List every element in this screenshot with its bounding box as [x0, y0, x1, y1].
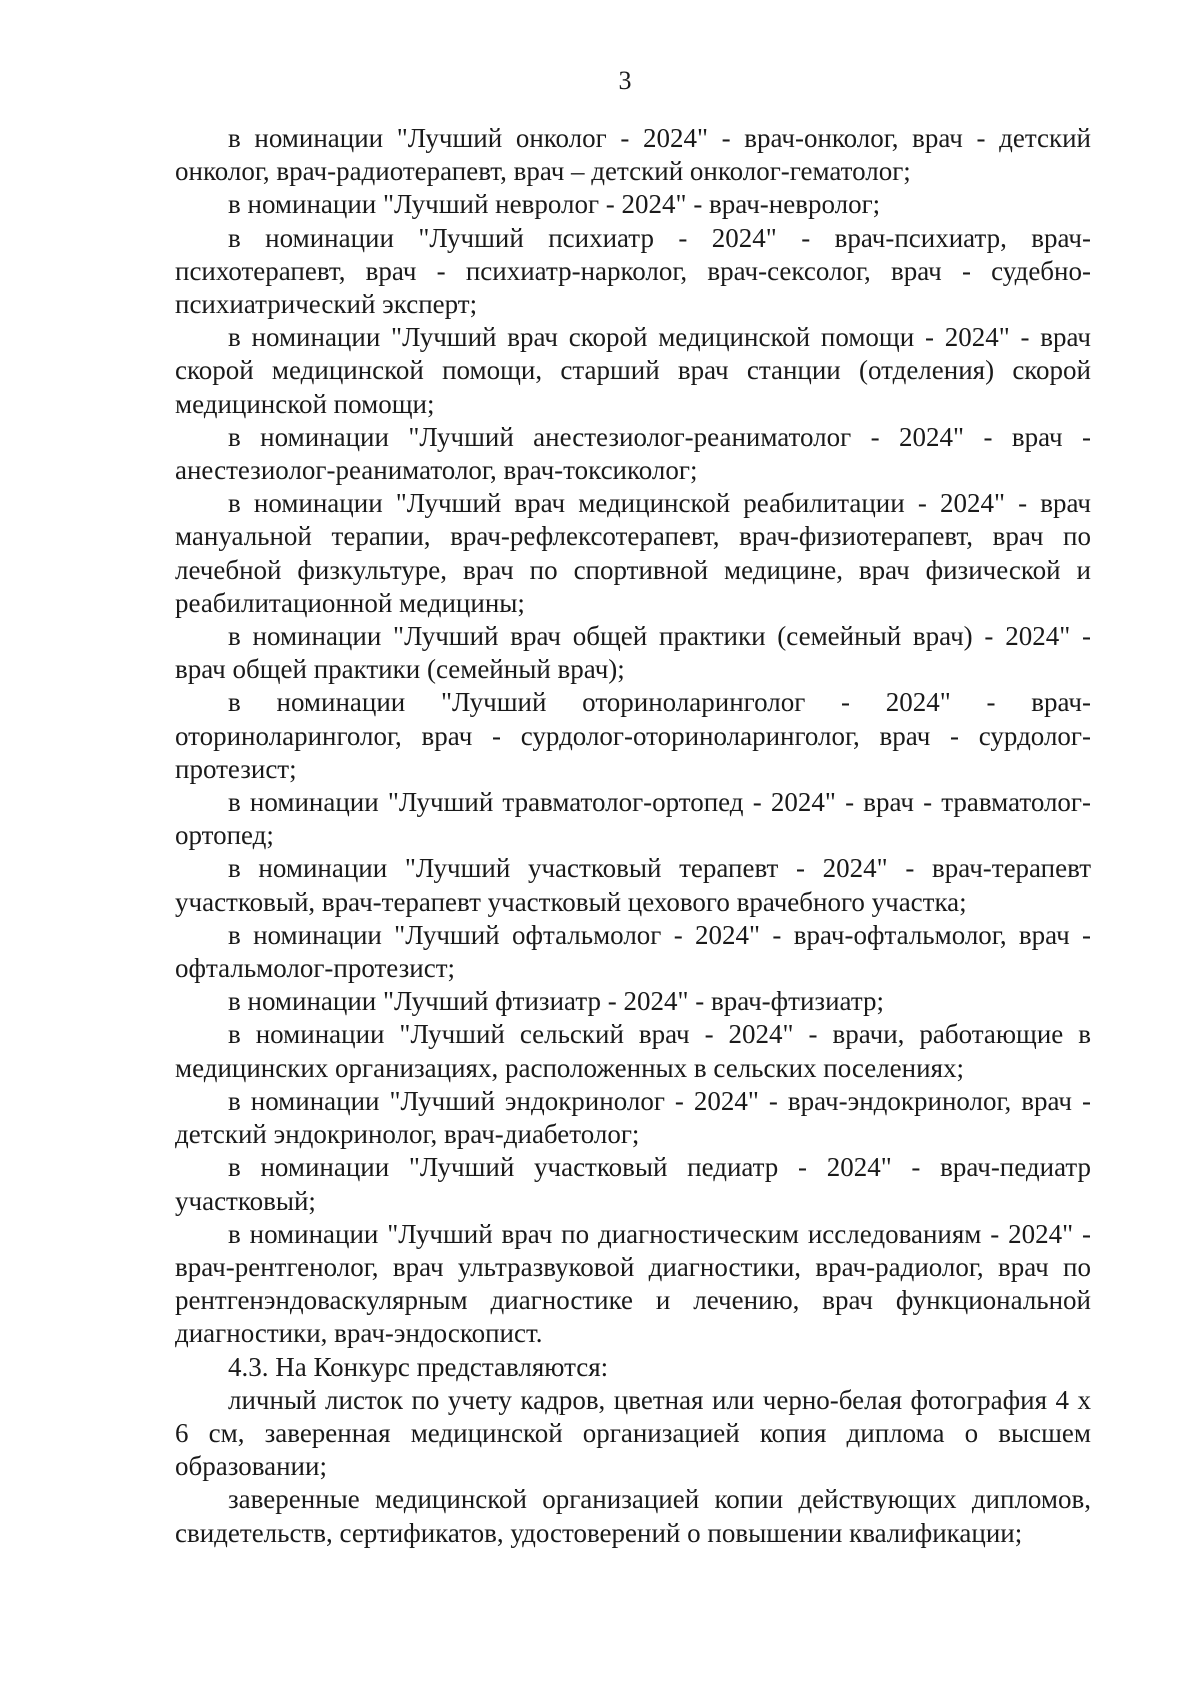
- section-4-3-heading: 4.3. На Конкурс представляются:: [228, 1351, 609, 1382]
- paragraph-nomination-general-practice: в номинации "Лучший врач общей практики (семейный врач) - 2024" - врач общей практики (семейный врач);: [175, 621, 1091, 685]
- document-body: [175, 122, 1091, 1550]
- page-number: 3: [618, 66, 632, 95]
- paragraph-nomination-neurologist: в номинации "Лучший невролог - 2024" - врач-невролог;: [228, 189, 881, 220]
- paragraph-nomination-psychiatrist: в номинации "Лучший психиатр - 2024" - врач-психиатр, врач-психотерапевт, врач - психиатр-нарколог, врач-сексолог, врач - судебно-психиатрический эксперт;: [175, 222, 1091, 320]
- paragraph-nomination-district-pediatrician: в номинации "Лучший участковый педиатр - 2024" - врач-педиатр участковый;: [175, 1152, 1091, 1216]
- paragraph-nomination-traumatologist: в номинации "Лучший травматолог-ортопед - 2024" - врач - травматолог-ортопед;: [175, 787, 1091, 851]
- paragraph-nomination-ophthalmologist: в номинации "Лучший офтальмолог - 2024" - врач-офтальмолог, врач - офтальмолог-протезист;: [175, 919, 1091, 984]
- paragraph-nomination-emergency-doctor: в номинации "Лучший врач скорой медицинской помощи - 2024" - врач скорой медицинской помощи, старший врач станции (отделения) скорой медицинской помощи;: [175, 322, 1091, 419]
- paragraph-nomination-district-therapist: в номинации "Лучший участковый терапевт - 2024" - врач-терапевт участковый, врач-терапевт участковый цехового врачебного участка;: [175, 853, 1091, 917]
- paragraph-nomination-endocrinologist: в номинации "Лучший эндокринолог - 2024" - врач-эндокринолог, врач - детский эндокринолог, врач-диабетолог;: [175, 1085, 1091, 1150]
- paragraph-nomination-rehabilitation: в номинации "Лучший врач медицинской реабилитации - 2024" - врач мануальной терапии, врач-рефлексотерапевт, врач-физиотерапевт, врач по лечебной физкультуре, врач по спортивной медицине, врач физической и реабилитационной медицины;: [175, 488, 1091, 618]
- paragraph-nomination-anesthesiologist: в номинации "Лучший анестезиолог-реаниматолог - 2024" - врач - анестезиолог-реаниматолог, врач-токсиколог;: [175, 421, 1091, 486]
- paragraph-required-certificates: заверенные медицинской организацией копии действующих дипломов, свидетельств, сертификатов, удостоверений о повышении квалификации;: [175, 1484, 1091, 1548]
- paragraph-required-personal-documents: личный листок по учету кадров, цветная или черно-белая фотография 4 х 6 см, заверенная медицинской организацией копия диплома о высшем образовании;: [175, 1384, 1091, 1482]
- paragraph-nomination-rural-doctor: в номинации "Лучший сельский врач - 2024" - врачи, работающие в медицинских организациях, расположенных в сельских поселениях;: [175, 1019, 1091, 1083]
- paragraph-nomination-otorhinolaryngologist: в номинации "Лучший оториноларинголог - 2024" - врач-оториноларинголог, врач - сурдолог-оториноларинголог, врач - сурдолог-протезист;: [175, 687, 1091, 784]
- paragraph-nomination-oncologist: в номинации "Лучший онколог - 2024" - врач-онколог, врач - детский онколог, врач-радиотерапевт, врач – детский онколог-гематолог;: [175, 123, 1091, 187]
- paragraph-nomination-phthisiatrician: в номинации "Лучший фтизиатр - 2024" - врач-фтизиатр;: [228, 986, 884, 1017]
- paragraph-nomination-diagnostics: в номинации "Лучший врач по диагностическим исследованиям - 2024" - врач-рентгенолог, врач ультразвуковой диагностики, врач-радиолог, врач по рентгенэндоваскулярным диагностике и лечению, врач функциональной диагностики, врач-эндоскопист.: [175, 1218, 1091, 1349]
